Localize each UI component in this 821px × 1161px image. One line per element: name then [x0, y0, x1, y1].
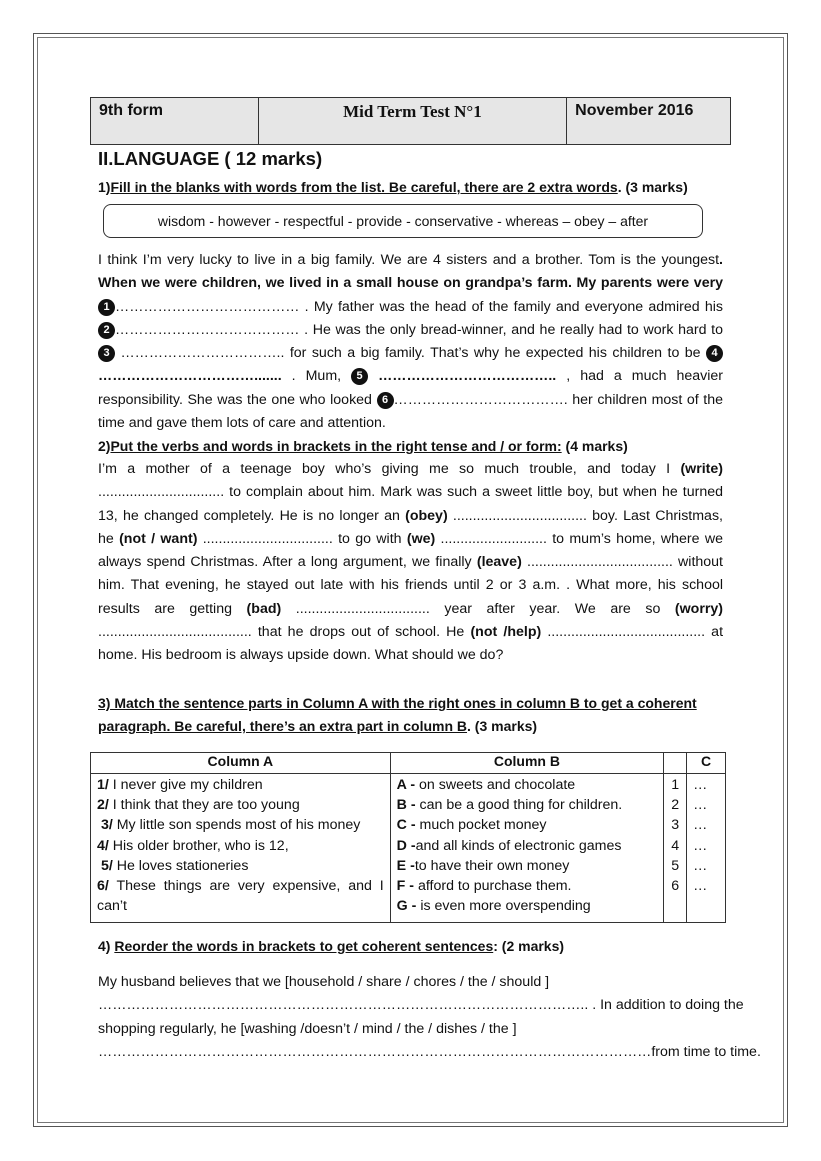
answer-number: 5	[671, 857, 680, 874]
column-b-item: B - can be a good thing for children.	[396, 797, 623, 814]
column-a-item: 4/ His older brother, who is 12,	[97, 837, 289, 854]
q1-text-part: . My father was the head of the family and everyone admired his	[299, 298, 723, 315]
column-b-cell	[390, 774, 664, 923]
q1-text-part: , had a much heavier responsibility. She was the one who looked	[98, 368, 723, 408]
q2-text-part[interactable]: ........................... to mum’s home, where we always spend Christmas. After a long argument, we finally	[98, 530, 723, 571]
q2-verb: (not / want)	[119, 530, 198, 547]
q1-prefix: 1)	[98, 179, 111, 195]
blank-1[interactable]: …………………………………	[115, 298, 300, 315]
blank-4[interactable]: …………………………….......	[98, 368, 282, 385]
q1-text-part: . When we were children, we lived in a small house on grandpa’s farm. My parents were very	[98, 252, 723, 292]
column-c-header: C	[687, 753, 726, 774]
blank-3[interactable]: ……………………………..	[115, 345, 285, 362]
q1-instruction: Fill in the blanks with words from the list. Be careful, there are 2 extra words	[110, 179, 618, 195]
answer-slot[interactable]: …	[693, 797, 708, 814]
answer-column-cell	[687, 774, 726, 923]
column-b-item: E -to have their own money	[396, 857, 570, 874]
column-b-item: D -and all kinds of electronic games	[396, 837, 622, 854]
q4-instruction: Reorder the words in brackets to get coherent sentences	[114, 938, 494, 954]
answer-slot[interactable]: …	[693, 837, 708, 854]
q2-text-part[interactable]: ................................ to complain about him. Mark was such a sweet little boy, but when he turned 13, he changed completely. He is no longer an	[98, 484, 723, 524]
q4-text	[98, 971, 761, 1064]
section-title: II.LANGUAGE ( 12 marks)	[98, 148, 323, 169]
q4-marks: : (2 marks)	[493, 938, 565, 954]
q3-marks: . (3 marks)	[467, 718, 538, 734]
q2-marks: (4 marks)	[561, 438, 628, 454]
q1-text-part: her children most of the time and gave them lots of care and attention.	[98, 391, 723, 432]
q2-text	[98, 458, 723, 668]
q4-line: shopping regularly, he [washing /doesn’t / mind / the / dishes / the ]	[98, 1020, 517, 1037]
q2-text-part[interactable]: ................................. to go with	[197, 530, 407, 547]
number-column-header	[664, 753, 687, 774]
q1-text-part: . Mum,	[281, 368, 352, 385]
q3-title	[98, 692, 723, 738]
column-b-item: G - is even more overspending	[396, 898, 591, 915]
q1-text-part: I think I’m very lucky to live in a big family. We are 4 sisters and a brother. Tom is the youngest	[98, 252, 720, 268]
test-title-cell: Mid Term Test N°1	[258, 98, 566, 145]
word-list-box: wisdom - however - respectful - provide - conservative - whereas – obey – after	[103, 204, 703, 238]
column-a-item: 1/ I never give my children	[97, 777, 263, 793]
q4-title	[98, 936, 564, 956]
blank-6[interactable]: ……………………………….	[393, 391, 568, 408]
blank-number-6: 6	[377, 392, 394, 409]
q2-verb: (we)	[406, 530, 436, 547]
answer-number: 6	[671, 878, 680, 895]
answer-slot[interactable]: …	[693, 777, 708, 793]
answer-number: 1	[671, 777, 680, 793]
column-a-item: 3/ My little son spends most of his money	[97, 817, 361, 834]
number-column-cell	[664, 774, 687, 923]
answer-slot[interactable]: …	[693, 817, 708, 834]
blank-number-2: 2	[98, 322, 115, 339]
q4-answer-line[interactable]: ………………………………………………………………………………………………………from time to time.	[98, 1043, 761, 1060]
q3-prefix: 3)	[98, 695, 111, 711]
answer-number: 2	[671, 797, 680, 814]
q2-verb: (obey)	[405, 507, 448, 524]
q2-verb: (bad)	[246, 600, 282, 617]
q2-text-part[interactable]: .................................. year after year. We are so	[281, 600, 675, 617]
matching-table	[90, 752, 726, 923]
q2-verb: (leave)	[476, 554, 522, 571]
q2-instruction: Put the verbs and words in brackets in the right tense and / or form:	[110, 438, 562, 454]
date-cell: November 2016	[567, 98, 731, 145]
answer-slot[interactable]: …	[693, 878, 708, 895]
blank-number-5: 5	[351, 368, 368, 385]
answer-slot[interactable]: …	[693, 857, 708, 874]
q2-text-part[interactable]: ....................................... that he drops out of school. He	[98, 624, 471, 641]
q2-text-part[interactable]: ........................................ at home. His bedroom is always upside down. What should we do?	[98, 624, 724, 664]
q1-text	[98, 249, 723, 435]
q2-verb: (worry)	[674, 600, 723, 617]
column-b-item: C - much pocket money	[396, 817, 547, 834]
q3-instruction: Match the sentence parts in Column A with the right ones in column B to get a coherent paragraph. Be careful, there’s an extra part in column B	[98, 695, 697, 734]
q2-text-part[interactable]: .................................. boy. Last Christmas, he	[98, 507, 723, 547]
answer-number: 3	[671, 817, 680, 834]
blank-number-1: 1	[98, 299, 115, 316]
q1-marks: . (3 marks)	[617, 179, 688, 195]
q1-text-part: . He was the only bread-winner, and he really had to work hard to	[299, 321, 723, 338]
column-b-item: A - on sweets and chocolate	[396, 777, 576, 793]
blank-number-4: 4	[706, 345, 723, 362]
q2-prefix: 2)	[98, 438, 111, 454]
form-cell: 9th form	[91, 98, 259, 145]
blank-5[interactable]: ………………………………..	[368, 368, 557, 385]
column-a-header: Column A	[91, 753, 391, 774]
answer-number: 4	[671, 837, 680, 854]
q2-text-part[interactable]: ..................................... without him. That evening, he stayed out late with his friends until 2 or 3 a.m. . What more, his school results are getting	[98, 554, 724, 617]
column-a-item: 2/ I think that they are too young	[97, 797, 300, 814]
q2-verb: (not /help)	[470, 624, 542, 641]
column-a-cell	[91, 774, 391, 923]
q2-verb: (write)	[680, 461, 723, 477]
q4-line: My husband believes that we [household / share / chores / the / should ]	[98, 974, 550, 990]
q2-title	[98, 436, 628, 456]
q1-text-part: for such a big family. That’s why he expected his children to be	[284, 345, 706, 362]
blank-number-3: 3	[98, 345, 115, 362]
q4-prefix: 4)	[98, 938, 115, 954]
column-b-header: Column B	[390, 753, 664, 774]
q4-answer-line[interactable]: ………………………………………………………………………………………….. . In addition to doing the	[98, 997, 744, 1014]
column-a-item: 5/ He loves stationeries	[97, 857, 249, 874]
blank-2[interactable]: …………………………………	[115, 321, 300, 338]
q2-text-part: I’m a mother of a teenage boy who’s giving me so much trouble, and today I	[98, 461, 681, 477]
column-a-item: 6/ These things are very expensive, and I can’t	[97, 878, 384, 915]
header-table	[90, 97, 731, 145]
q1-title	[98, 177, 688, 197]
column-b-item: F - afford to purchase them.	[396, 878, 572, 895]
